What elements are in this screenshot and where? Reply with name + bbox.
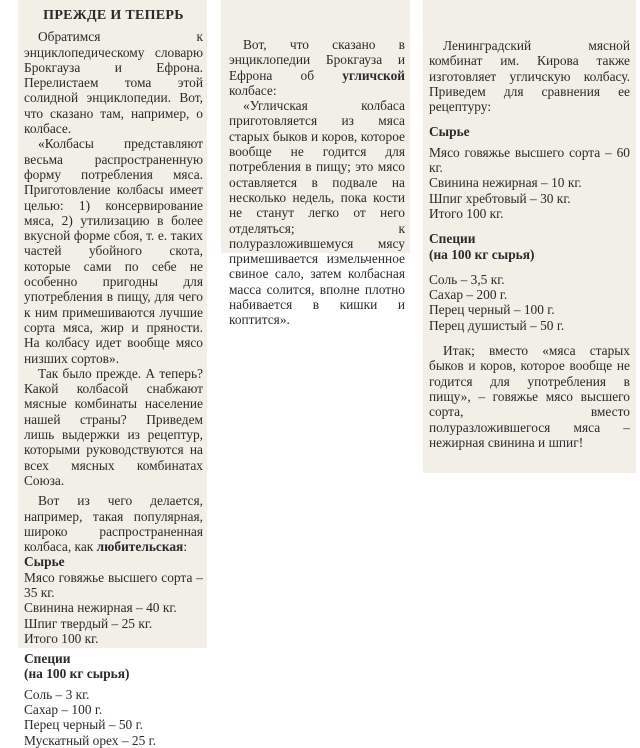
spices-heading: Специи	[24, 651, 71, 667]
spices-heading: Специи	[429, 231, 476, 247]
article-column-2	[221, 0, 410, 328]
paragraph-now: Так было прежде. А теперь? Какой колбасой снабжают мясные комбинаты население нашей страны? Приведем лишь выдержки из рецептур, которыми руководствуются на всех мясных комбинатах Союза.	[24, 365, 203, 488]
paragraph-quote-encyclopedia: «Колбасы представляют весьма распространенную форму потребления мяса. Приготовление колбасы имеет целью: 1) консервирование мяса, 2) утилизацию в более вкусной форме сбоя, т. е. таких частей убойного скота, которые сами по себе не особенно пригодны для употребления в пищу, для чего к ним примешиваются лучшие сорта мяса, жир и пряности. На колбасу идет вообще мясо низших сортов».	[24, 136, 203, 366]
list-item: Свинина нежирная – 40 кг.	[24, 600, 177, 616]
list-item: Мускатный орех – 25 г.	[24, 732, 156, 748]
text-lead: Вот из чего делается, например, такая популярная, широко распространенная колбаса, как	[24, 493, 203, 555]
raw-materials-heading: Сырье	[429, 124, 470, 140]
list-item: Итого 100 кг.	[429, 205, 504, 221]
article-column-3	[423, 0, 636, 473]
spices-subheading: (на 100 кг сырья)	[429, 246, 535, 262]
list-item: Мясо говяжье высшего сорта – 60 кг.	[429, 144, 630, 176]
list-item: Шпиг твердый – 25 кг.	[24, 615, 153, 631]
list-item: Мясо говяжье высшего сорта – 35 кг.	[24, 569, 203, 600]
paragraph-uglich-intro	[229, 37, 405, 98]
list-item: Сахар – 100 г.	[24, 702, 103, 718]
raw-materials-heading: Сырье	[24, 554, 65, 570]
text-tail: :	[183, 539, 188, 555]
list-item: Итого 100 кг.	[24, 630, 99, 646]
article-column-1	[18, 0, 207, 748]
text-bold-sausage-name: любительская	[96, 539, 184, 555]
list-item: Перец черный – 100 г.	[429, 302, 555, 318]
paragraph-uglich-quote: «Угличская колбаса приготовляется из мяса старых быков и коров, которое вообще не годится для потребления в пищу; это мясо оставляется в подвале на несколько недель, пока кости не станут легко от него отделяться; к полуразложившемуся мясу примешивается измельченное свиное сало, затем колбасная масса солится, вполне плотно набивается в кишки и коптится».	[229, 98, 405, 328]
list-item: Перец черный – 50 г.	[24, 717, 143, 733]
article-title: ПРЕЖДЕ И ТЕПЕРЬ	[43, 8, 184, 23]
paragraph-amateur-sausage	[24, 493, 203, 554]
text-tail: колбасе:	[229, 82, 277, 98]
list-item: Соль – 3 кг.	[24, 686, 90, 702]
text-bold-sausage-name: угличской	[342, 67, 405, 83]
spices-subheading: (на 100 кг сырья)	[24, 666, 130, 682]
list-item: Свинина нежирная – 10 кг.	[429, 175, 582, 191]
paragraph-intro: Обратимся к энциклопедическому словарю Брокгауза и Ефрона. Перелистаем тома этой солидной энциклопедии. Вот, что сказано там, например, о колбасе.	[24, 29, 203, 137]
list-item: Сахар – 200 г.	[429, 287, 508, 303]
list-item: Шпиг хребтовый – 30 кг.	[429, 190, 571, 206]
paragraph-kirov-plant: Ленинградский мясной комбинат им. Кирова также изготовляет угличскую колбасу. Приведем для сравнения ее рецептуру:	[429, 38, 630, 115]
text-lead: Вот, что сказано в энциклопедии Брокгауза и Ефрона об	[229, 37, 405, 83]
list-item: Перец душистый – 50 г.	[429, 317, 565, 333]
list-item: Соль – 3,5 кг.	[429, 271, 505, 287]
paragraph-conclusion: Итак; вместо «мяса старых быков и коров, которое вообще не годится для употребления в пищу», – говяжье мясо высшего сорта, вместо полуразложившегося мяса – нежирная свинина и шпиг!	[429, 343, 630, 450]
